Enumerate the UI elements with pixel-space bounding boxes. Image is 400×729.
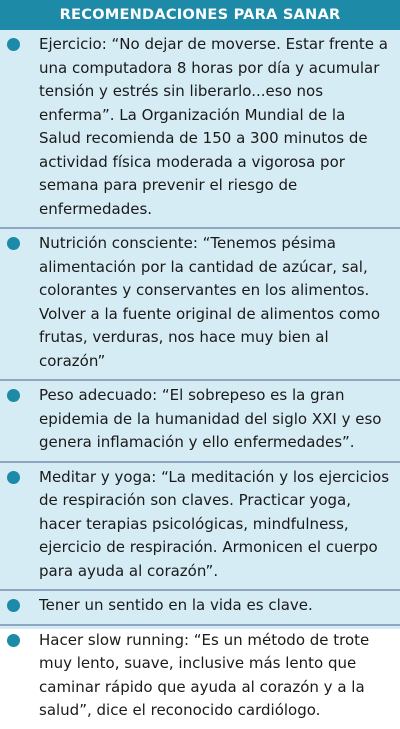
box-title: RECOMENDACIONES PARA SANAR xyxy=(0,0,400,30)
bullet-icon xyxy=(7,389,20,402)
list-item-text: Tener un sentido en la vida es clave. xyxy=(39,596,313,614)
list-item-text: Ejercicio: “No dejar de moverse. Estar frente a una computadora 8 horas por día y acumular tensión y estrés sin liberarlo...eso nos enferma”. La Organización Mundial de la Salud recomienda de 150 a 300 minutos de actividad física moderada a vigorosa por semana para prevenir el riesgo de enfermedades. xyxy=(39,35,388,218)
list-item xyxy=(0,30,400,229)
list-item xyxy=(0,591,400,626)
bullet-icon xyxy=(7,599,20,612)
list-item xyxy=(0,229,400,381)
bullet-icon xyxy=(7,471,20,484)
list-item xyxy=(0,626,400,729)
list-item-text: Nutrición consciente: “Tenemos pésima alimentación por la cantidad de azúcar, sal, colorantes y conservantes en los alimentos. Volver a la fuente original de alimentos como frutas, verduras, nos hace muy bien al corazón” xyxy=(39,234,381,370)
list-item xyxy=(0,381,400,463)
list-item-text: Hacer slow running: “Es un método de trote muy lento, suave, inclusive más lento que caminar rápido que ayuda al corazón y a la salud”, dice el reconocido cardiólogo. xyxy=(39,630,370,719)
list-item-text: Meditar y yoga: “La meditación y los ejercicios de respiración son claves. Practicar yoga, hacer terapias psicológicas, mindfulness, ejercicio de respiración. Armonicen el cuerpo para ayuda al corazón”. xyxy=(39,467,390,580)
bullet-icon xyxy=(7,38,20,51)
bullet-icon xyxy=(7,237,20,250)
list-item-text: Peso adecuado: “El sobrepeso es la gran epidemia de la humanidad del siglo XXI y eso genera inflamación y ello enfermedades”. xyxy=(39,386,382,451)
bullet-icon xyxy=(7,634,20,647)
list-item xyxy=(0,463,400,592)
recommendations-list xyxy=(0,30,400,729)
